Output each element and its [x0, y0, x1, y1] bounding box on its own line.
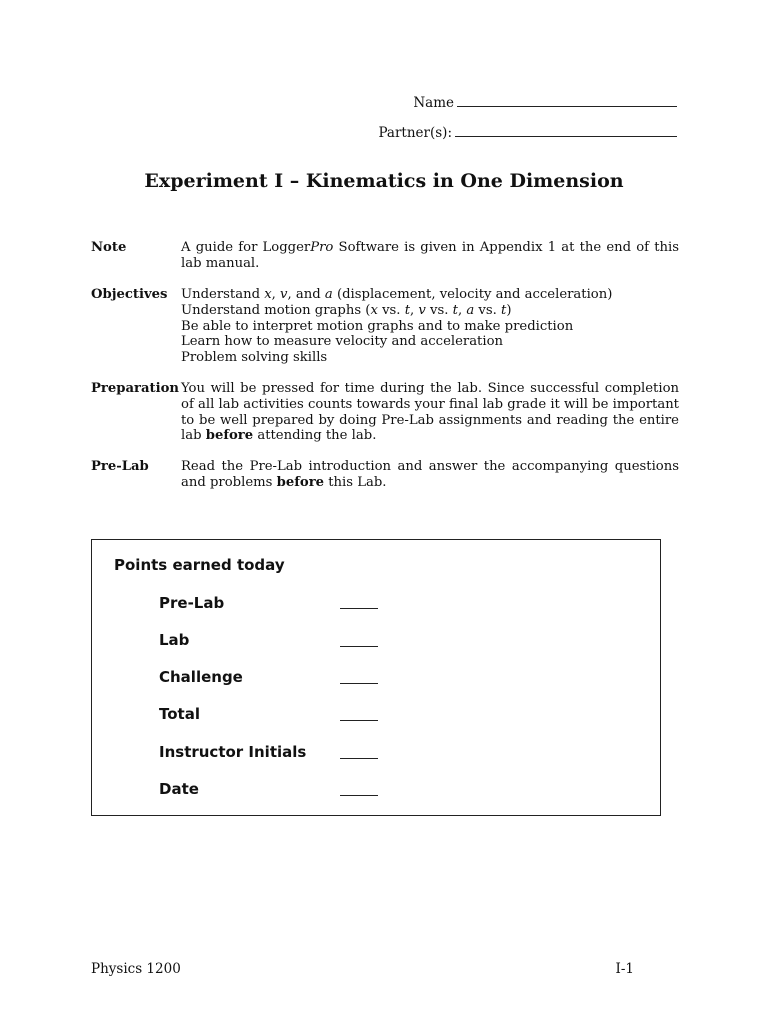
objective-item: Learn how to measure velocity and acceleration — [181, 334, 504, 350]
points-label-date: Date — [159, 780, 199, 798]
preparation-section — [91, 381, 679, 444]
objective-item: Problem solving skills — [181, 350, 328, 366]
footer-course: Physics 1200 — [91, 961, 181, 977]
footer-page-number: I-1 — [615, 961, 634, 977]
name-label: Name — [413, 95, 454, 111]
name-field[interactable] — [413, 92, 677, 111]
prelab-section — [91, 459, 679, 491]
note-section — [91, 240, 679, 272]
points-label-lab: Lab — [159, 631, 190, 649]
objective-item: Understand x, v, and a (displacement, velocity and acceleration) — [181, 287, 613, 302]
points-blank-instructor-initials[interactable] — [340, 758, 378, 759]
prelab-label: Pre-Lab — [91, 459, 149, 474]
objective-item: Understand motion graphs (x vs. t, v vs. t, a vs. t) — [181, 302, 512, 318]
points-label-instructor-initials: Instructor Initials — [159, 743, 307, 761]
points-blank-date[interactable] — [340, 795, 378, 796]
points-heading: Points earned today — [114, 556, 285, 574]
prelab-text: Read the Pre-Lab introduction and answer the accompanying questions and problems before this Lab. — [181, 459, 679, 490]
points-blank-total[interactable] — [340, 720, 378, 721]
points-box — [91, 539, 661, 816]
objectives-section — [91, 287, 679, 366]
note-text: A guide for LoggerPro Software is given in Appendix 1 at the end of this lab manual. — [181, 240, 680, 271]
points-blank-prelab[interactable] — [340, 608, 378, 609]
page-title: Experiment I – Kinematics in One Dimension — [144, 170, 624, 192]
points-blank-challenge[interactable] — [340, 683, 378, 684]
name-blank-line[interactable] — [457, 92, 677, 107]
preparation-label: Preparation — [91, 381, 179, 396]
points-blank-lab[interactable] — [340, 646, 378, 647]
points-label-prelab: Pre-Lab — [159, 594, 225, 612]
points-label-total: Total — [159, 705, 200, 723]
points-label-challenge: Challenge — [159, 668, 243, 686]
note-label: Note — [91, 240, 127, 255]
objective-item: Be able to interpret motion graphs and to make prediction — [181, 318, 574, 334]
partner-blank-line[interactable] — [455, 122, 677, 137]
partner-field[interactable] — [378, 122, 677, 141]
objectives-label: Objectives — [91, 287, 168, 302]
objectives-list — [181, 287, 679, 366]
partner-label: Partner(s): — [378, 125, 452, 141]
preparation-text: You will be pressed for time during the lab. Since successful completion of all lab activities counts towards your final lab grade it will be important to be well prepared by doing Pre-Lab assignments and reading the entire lab before attending the lab. — [181, 381, 679, 444]
